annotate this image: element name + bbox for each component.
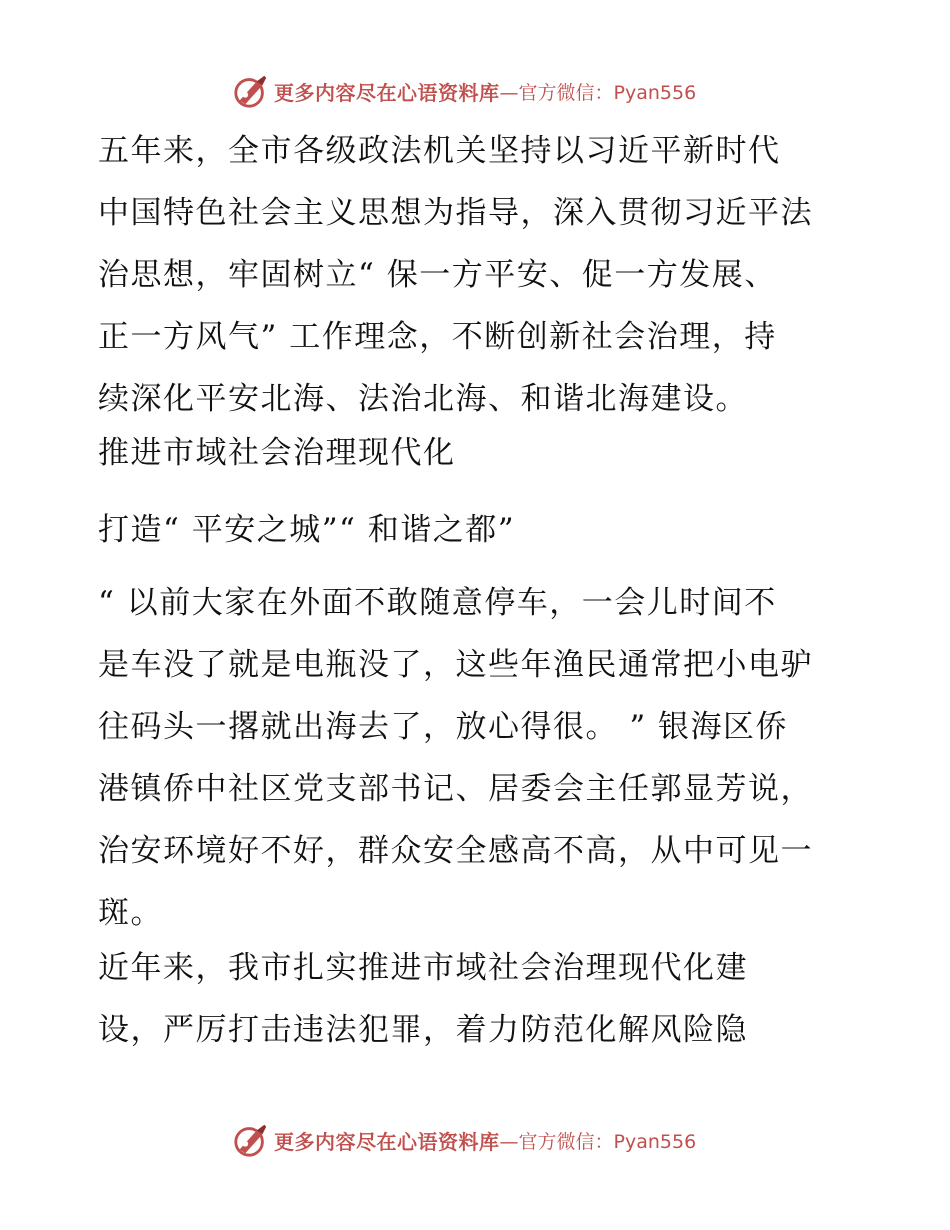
footer-banner (232, 1120, 696, 1160)
text-line: “ 以前大家在外面不敢随意停车，一会儿时间不 (98, 585, 777, 621)
banner-title: 更多内容尽在心语资料库 (274, 80, 500, 105)
text-line: 港镇侨中社区党支部书记、居委会主任郭显芳说， (98, 771, 813, 807)
text-line: 斑。 (98, 895, 163, 931)
text-line: 治思想，牢固树立“ 保一方平安、促一方发展、 (98, 257, 777, 293)
text-line: 治安环境好不好，群众安全感高不高，从中可见一 (98, 833, 813, 869)
text-line: 五年来，全市各级政法机关坚持以习近平新时代 (98, 133, 781, 169)
paragraph-quote (98, 572, 858, 944)
header-banner (232, 71, 696, 111)
section-heading-2 (98, 499, 858, 561)
banner-wechat: —官方微信：Pyan556 (499, 81, 697, 104)
text-line: 设，严厉打击违法犯罪，着力防范化解风险隐 (98, 1012, 748, 1048)
heading-line: 推进市域社会治理现代化 (98, 435, 456, 471)
pen-logo-icon (232, 1121, 270, 1159)
text-line: 中国特色社会主义思想为指导，深入贯彻习近平法 (98, 195, 813, 231)
text-line: 正一方风气” 工作理念，不断创新社会治理，持 (98, 319, 777, 355)
text-line: 续深化平安北海、法治北海、和谐北海建设。 (98, 381, 748, 417)
text-line: 往码头一撂就出海去了，放心得很。 ” 银海区侨 (98, 709, 789, 745)
text-line: 近年来，我市扎实推进市域社会治理现代化建 (98, 950, 748, 986)
pen-logo-icon (232, 72, 270, 110)
paragraph-1 (98, 120, 858, 430)
banner-wechat: —官方微信：Pyan556 (499, 1130, 697, 1153)
banner-title: 更多内容尽在心语资料库 (274, 1129, 500, 1154)
heading-line: 打造“ 平安之城”“ 和谐之都” (98, 512, 516, 548)
section-heading-1 (98, 422, 858, 484)
paragraph-recent (98, 937, 858, 1061)
text-line: 是车没了就是电瓶没了，这些年渔民通常把小电驴 (98, 647, 813, 683)
